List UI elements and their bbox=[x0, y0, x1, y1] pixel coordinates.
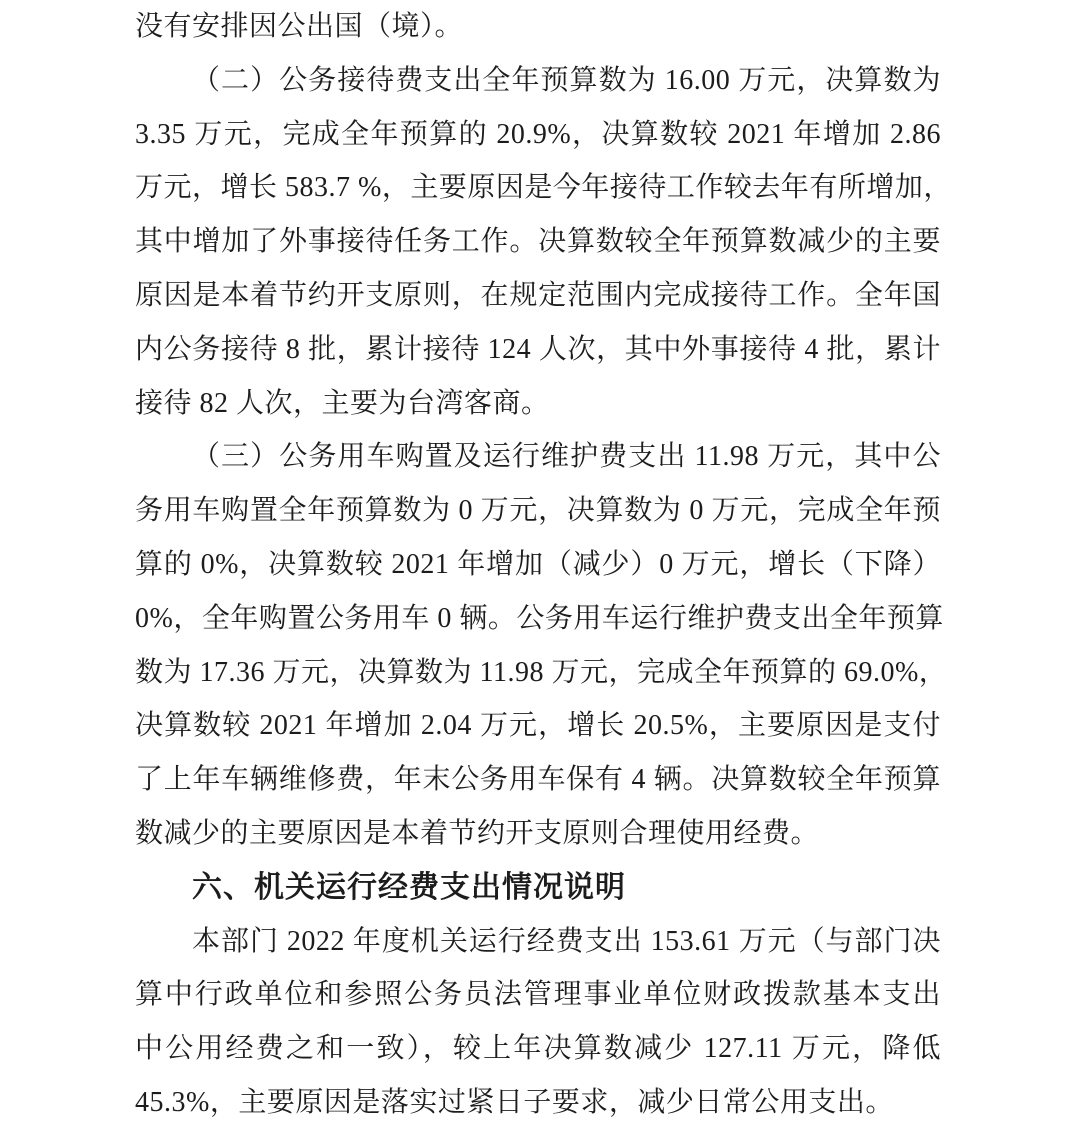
text-line: 没有安排因公出国（境）。 bbox=[135, 11, 464, 42]
text-line: 本部门 2022 年度机关运行经费支出 153.61 万元（与部门决 bbox=[192, 925, 941, 957]
text-line: 万元，增长 583.7 %，主要原因是今年接待工作较去年有所增加， bbox=[135, 172, 952, 204]
text-line: 算的 0%，决算数较 2021 年增加（减少）0 万元，增长（下降） bbox=[135, 548, 941, 580]
text-line: 45.3%，主要原因是落实过紧日子要求，减少日常公用支出。 bbox=[135, 1086, 894, 1118]
text-line: 数减少的主要原因是本着节约开支原则合理使用经费。 bbox=[135, 817, 820, 849]
text-line: 务用车购置全年预算数为 0 万元，决算数为 0 万元，完成全年预 bbox=[135, 495, 941, 527]
text-line: 决算数较 2021 年增加 2.04 万元，增长 20.5%，主要原因是支付 bbox=[135, 710, 941, 742]
text-line: 中公用经费之和一致），较上年决算数减少 127.11 万元，降低 bbox=[135, 1033, 941, 1065]
section-heading: 六、机关运行经费支出情况说明 bbox=[192, 870, 626, 904]
text-line: 0%，全年购置公务用车 0 辆。公务用车运行维护费支出全年预算 bbox=[135, 602, 944, 634]
text-line: 了上年车辆维修费，年末公务用车保有 4 辆。决算数较全年预算 bbox=[135, 764, 941, 796]
text-line: 3.35 万元，完成全年预算的 20.9%，决算数较 2021 年增加 2.86 bbox=[135, 118, 941, 150]
document-content bbox=[135, 0, 952, 1129]
paragraph-official-vehicle-expenses bbox=[135, 430, 948, 860]
text-line: （二）公务接待费支出全年预算数为 16.00 万元，决算数为 bbox=[192, 64, 941, 96]
text-line: 接待 82 人次，主要为台湾客商。 bbox=[135, 387, 550, 419]
paragraph-operating-expenses bbox=[135, 915, 941, 1129]
text-line: 算中行政单位和参照公务员法管理事业单位财政拨款基本支出 bbox=[135, 979, 941, 1011]
text-line: （三）公务用车购置及运行维护费支出 11.98 万元，其中公 bbox=[192, 441, 941, 473]
text-line: 内公务接待 8 批，累计接待 124 人次，其中外事接待 4 批，累计 bbox=[135, 333, 941, 365]
paragraph-continuation bbox=[135, 0, 941, 54]
text-line: 数为 17.36 万元，决算数为 11.98 万元，完成全年预算的 69.0%， bbox=[135, 656, 948, 688]
text-line: 原因是本着节约开支原则，在规定范围内完成接待工作。全年国 bbox=[135, 279, 941, 311]
paragraph-official-reception-expenses bbox=[135, 54, 952, 431]
text-line: 其中增加了外事接待任务工作。决算数较全年预算数减少的主要 bbox=[135, 226, 941, 258]
paragraph-heading-section-six bbox=[135, 861, 941, 915]
